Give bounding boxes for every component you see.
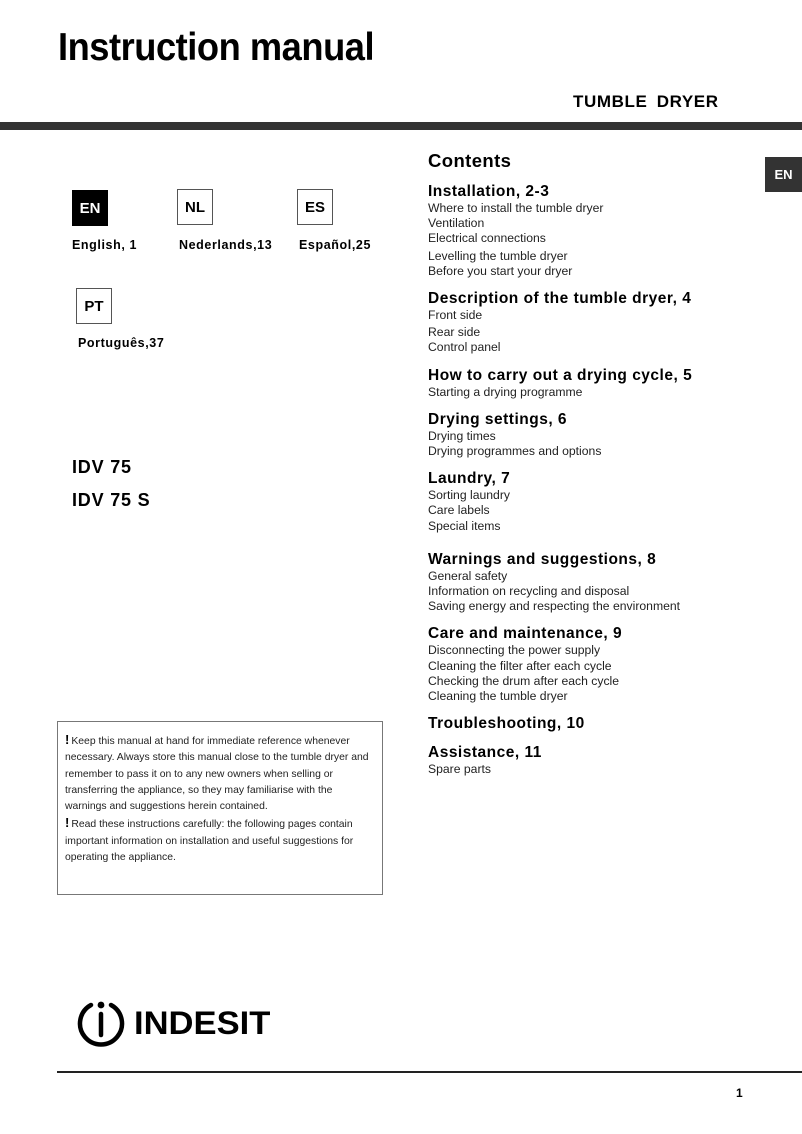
toc-item[interactable]: Starting a drying programme xyxy=(428,384,583,399)
toc-section xyxy=(428,410,748,459)
product-type: TUMBLE DRYER xyxy=(573,92,719,111)
toc-section-heading[interactable]: Laundry, 7 xyxy=(428,470,511,488)
model-name: IDV 75 S xyxy=(72,490,151,510)
document-title: Instruction manual xyxy=(58,26,375,69)
toc-item[interactable]: Sorting laundry xyxy=(428,488,510,503)
language-label-en[interactable]: English, 1 xyxy=(72,238,138,252)
toc-section xyxy=(428,550,748,615)
toc-item[interactable]: Checking the drum after each cycle xyxy=(428,673,620,688)
warning-exclamation-icon: ! xyxy=(65,732,70,747)
warning-exclamation-icon: ! xyxy=(65,815,70,831)
toc-section-heading[interactable]: Warnings and suggestions, 8 xyxy=(428,550,657,568)
language-label-pt[interactable]: Português,37 xyxy=(78,336,165,350)
language-side-tab: EN xyxy=(765,157,802,192)
language-label-nl[interactable]: Nederlands,13 xyxy=(179,238,273,252)
toc-item[interactable]: Saving energy and respecting the environment xyxy=(428,599,681,614)
brand-name: INDESIT xyxy=(134,1004,271,1041)
toc-item[interactable]: Control panel xyxy=(428,340,501,355)
toc-item[interactable]: Care labels xyxy=(428,503,490,518)
notice-paragraph xyxy=(65,732,376,815)
model-name: IDV 75 xyxy=(72,457,132,477)
toc-section-heading[interactable]: Installation, 2-3 xyxy=(428,183,550,200)
toc-item[interactable]: Ventilation xyxy=(428,216,485,231)
toc-section xyxy=(428,743,748,777)
notice-text: Read these instructions carefully: the following pages contain important information on installation and useful suggestions for operating the appliance. xyxy=(65,819,354,864)
toc-item[interactable]: Levelling the tumble dryer xyxy=(428,248,568,263)
notice-text: Keep this manual at hand for immediate reference whenever necessary. Always store this manual close to the tumble dryer and remember to pass it on to any new owners when selling or transferring the appliance, so they may familiarise with the warnings and suggestions herein contained. xyxy=(65,736,369,813)
toc-item[interactable]: Cleaning the tumble dryer xyxy=(428,689,568,704)
toc-item[interactable]: Rear side xyxy=(428,325,481,340)
language-code-box: NL xyxy=(177,189,213,225)
toc-section xyxy=(428,714,748,733)
toc-item[interactable]: Cleaning the filter after each cycle xyxy=(428,658,612,673)
toc-item[interactable]: Spare parts xyxy=(428,762,492,777)
header-divider-bar xyxy=(0,122,802,130)
toc-section xyxy=(428,469,748,534)
language-pt[interactable] xyxy=(76,288,112,324)
language-code-box: EN xyxy=(72,190,108,226)
toc-item[interactable]: Where to install the tumble dryer xyxy=(428,201,604,215)
toc-section-heading[interactable]: Drying settings, 6 xyxy=(428,410,568,428)
language-nl[interactable] xyxy=(177,189,213,225)
contents-heading: Contents xyxy=(428,150,512,171)
toc-section-heading[interactable]: Description of the tumble dryer, 4 xyxy=(428,290,692,308)
toc-item[interactable]: Special items xyxy=(428,518,501,533)
toc-item[interactable]: Front side xyxy=(428,308,483,323)
toc-section xyxy=(428,289,748,356)
toc-section-heading[interactable]: Care and maintenance, 9 xyxy=(428,625,623,643)
language-code-box: ES xyxy=(297,189,333,225)
toc-section-heading[interactable]: How to carry out a drying cycle, 5 xyxy=(428,366,693,384)
notice-paragraph xyxy=(65,815,376,866)
language-en[interactable] xyxy=(72,190,108,226)
language-code-box: PT xyxy=(76,288,112,324)
toc-item[interactable]: General safety xyxy=(428,568,508,583)
toc-item[interactable]: Drying programmes and options xyxy=(428,444,602,459)
toc-item[interactable]: Disconnecting the power supply xyxy=(428,643,601,658)
toc-section-heading[interactable]: Assistance, 11 xyxy=(428,744,542,762)
toc-item[interactable]: Before you start your dryer xyxy=(428,263,573,278)
toc-section xyxy=(428,366,748,400)
language-label-es[interactable]: Español,25 xyxy=(299,238,371,252)
footer-divider xyxy=(57,1071,802,1073)
toc-item[interactable]: Drying times xyxy=(428,428,496,443)
power-i-logo-icon xyxy=(75,997,127,1049)
manual-notice-box xyxy=(57,721,383,895)
language-es[interactable] xyxy=(297,189,333,225)
table-of-contents xyxy=(428,150,748,787)
toc-item[interactable]: Electrical connections xyxy=(428,231,546,246)
toc-section xyxy=(428,182,748,279)
toc-item[interactable]: Information on recycling and disposal xyxy=(428,584,630,599)
toc-section xyxy=(428,624,748,704)
page-number: 1 xyxy=(736,1086,743,1100)
toc-section-heading[interactable]: Troubleshooting, 10 xyxy=(428,715,585,733)
indesit-logo xyxy=(75,997,271,1049)
